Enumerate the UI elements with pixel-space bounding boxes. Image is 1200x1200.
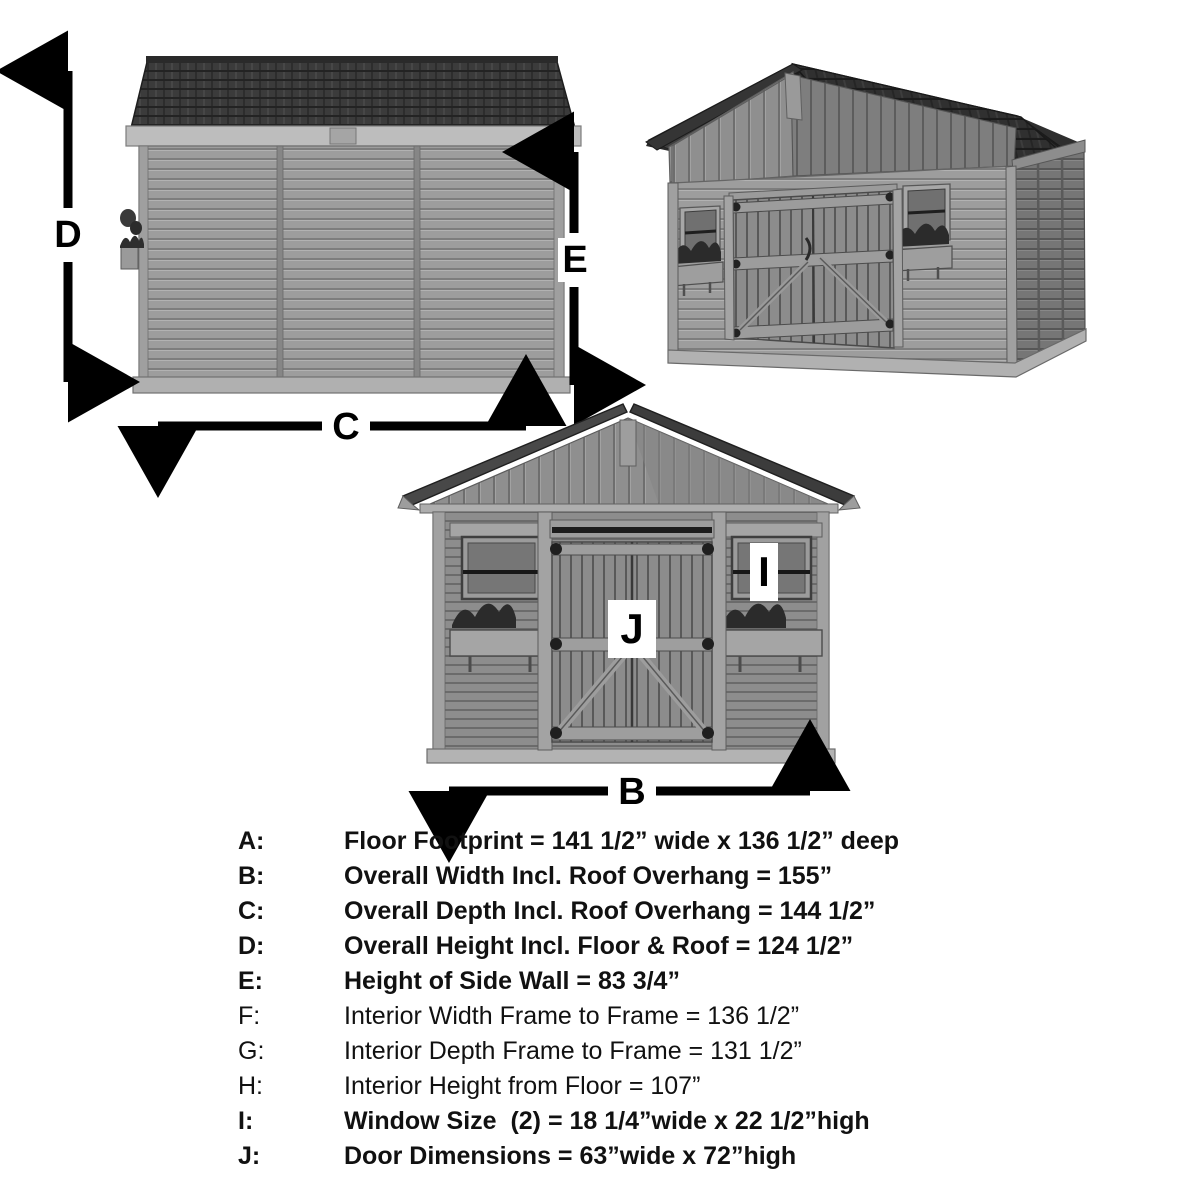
legend-row: [0, 861, 1200, 896]
legend-row: [0, 1106, 1200, 1141]
front-door-post-left: [538, 512, 552, 750]
side-elevation-view: [120, 56, 581, 393]
legend-row: [0, 896, 1200, 931]
legend-key: G:: [238, 1037, 265, 1065]
legend-key: I:: [238, 1107, 254, 1135]
legend-key: H:: [238, 1072, 263, 1100]
legend-key: B:: [238, 862, 265, 890]
side-roof-vent: [330, 128, 356, 144]
dimension-label-C: C: [328, 405, 364, 449]
side-wall-seam-left: [277, 146, 283, 378]
side-wall-siding: [139, 146, 564, 378]
legend-description: Window Size (2) = 18 1/4”wide x 22 1/2”high: [344, 1107, 870, 1135]
dimension-label-B: B: [614, 770, 650, 814]
front-base-skirt: [427, 749, 835, 763]
persp-ridge-board: [785, 73, 802, 120]
legend-key: D:: [238, 932, 265, 960]
front-window-left: [450, 523, 552, 599]
legend-description: Interior Depth Frame to Frame = 131 1/2”: [344, 1037, 802, 1065]
legend-row: [0, 1071, 1200, 1106]
side-roof-shingles: [131, 58, 575, 128]
side-base-skirt: [133, 377, 570, 393]
legend-description: Interior Height from Floor = 107”: [344, 1072, 701, 1100]
persp-corner-post: [1006, 166, 1017, 366]
persp-corner-post-left: [668, 183, 678, 352]
persp-door-post-left: [724, 196, 734, 340]
legend-description: Height of Side Wall = 83 3/4”: [344, 967, 680, 995]
legend-key: F:: [238, 1002, 261, 1030]
side-corner-trim-left: [139, 146, 148, 378]
dimension-label-D: D: [50, 213, 86, 257]
legend-row: [0, 966, 1200, 1001]
legend-row: [0, 826, 1200, 861]
side-ridge-cap: [146, 56, 558, 63]
legend-row: [0, 1001, 1200, 1036]
perspective-3d-view: [646, 64, 1086, 377]
legend-row: [0, 931, 1200, 966]
legend-row: [0, 1141, 1200, 1176]
persp-door-post-right: [893, 189, 903, 347]
side-wall-seam-right: [414, 146, 420, 378]
legend-description: Overall Height Incl. Floor & Roof = 124 1/2”: [344, 932, 854, 960]
dimension-legend: [0, 826, 1200, 1176]
legend-description: Overall Depth Incl. Roof Overhang = 144 1/2”: [344, 897, 876, 925]
legend-description: Door Dimensions = 63”wide x 72”high: [344, 1142, 797, 1170]
persp-side-wall: [1013, 146, 1085, 366]
legend-key: A:: [238, 827, 265, 855]
front-corner-trim-left: [433, 512, 445, 750]
legend-row: [0, 1036, 1200, 1071]
legend-key: J:: [238, 1142, 261, 1170]
legend-description: Interior Width Frame to Frame = 136 1/2”: [344, 1002, 800, 1030]
legend-key: C:: [238, 897, 265, 925]
front-door-post-right: [712, 512, 726, 750]
callout-label-I: I: [750, 543, 778, 601]
persp-door: [732, 191, 895, 348]
front-elevation-view: [398, 404, 860, 763]
front-ridge-board: [620, 420, 636, 466]
dimension-label-E: E: [558, 238, 592, 282]
callout-label-J: J: [608, 600, 656, 658]
legend-description: Floor Footprint = 141 1/2” wide x 136 1/2” deep: [344, 827, 900, 855]
legend-description: Overall Width Incl. Roof Overhang = 155”: [344, 862, 833, 890]
legend-key: E:: [238, 967, 263, 995]
